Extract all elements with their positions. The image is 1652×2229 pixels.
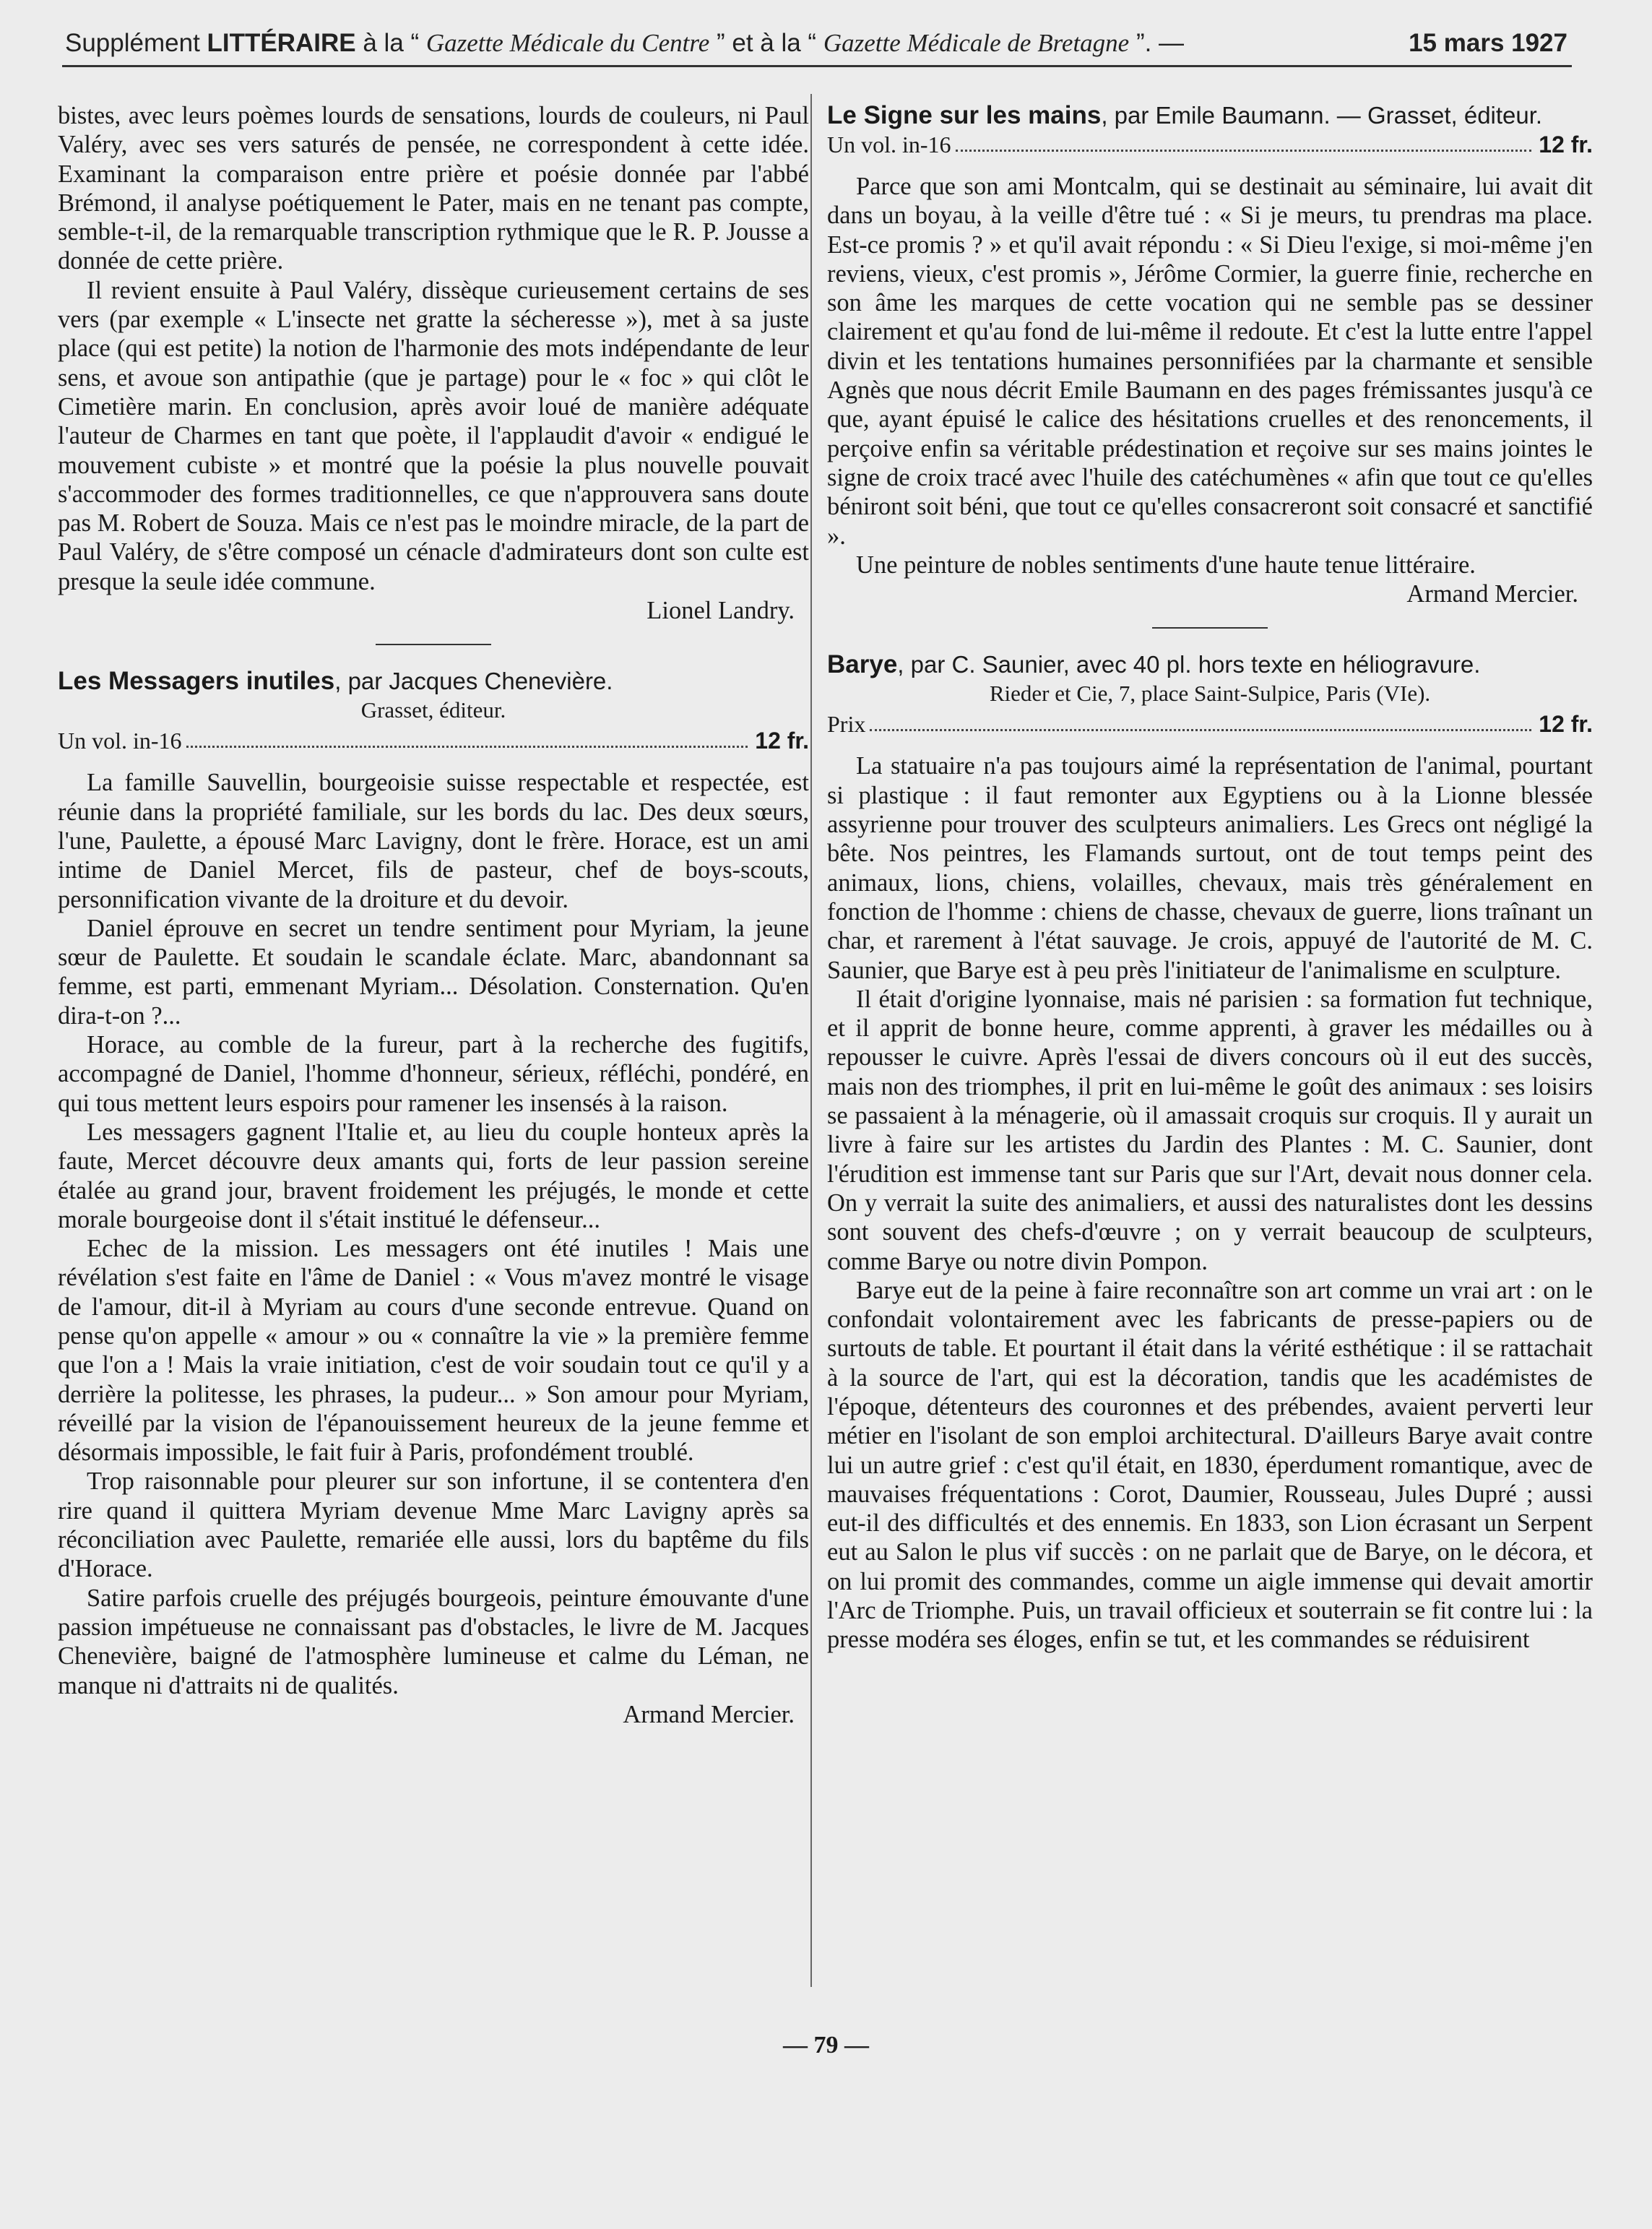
left-column xyxy=(58,101,809,1729)
price-line xyxy=(827,130,1593,159)
review-heading xyxy=(827,101,1593,130)
review-paragraph: La statuaire n'a pas toujours aimé la représentation de l'animal, pourtant si plastique : il faut remonter aux Egyptiens ou à la Lionne blessée assyrienne pour trouver des sculpteurs animaliers. Les Grecs ont négligé la bête. Nos peintres, les Flamands surtout, ont de tout temps peint des animaux, lions, chiens, volailles, chevaux, mais très généralement en fonction de l'homme : chiens de chasse, chevaux de guerre, lions traînant un char, et rarement à l'état sauvage. Je crois, appuyé de l'autorité de M. C. Saunier, que Barye est à peu près l'initiateur de l'animalisme en sculpture. xyxy=(827,752,1593,984)
header-supplement: Supplément xyxy=(65,29,207,57)
review-heading xyxy=(827,650,1593,679)
review-paragraph: Il revient ensuite à Paul Valéry, dissèque curieusement certains de ses vers (par exemple « L'insecte net gratte la sécheresse »), met à sa juste place (qui est petite) la notion de l'harmonie des mots indépendante de leur sens, et avoue son antipathie (que je partage) pour le « foc » qui clôt le Cimetière marin. En conclusion, après avoir loué de manière adéquate l'auteur de Charmes en tant que poète, il l'applaudit d'avoir « endigué le mouvement cubiste » et montré que la poésie la plus nouvelle pouvait s'accommoder des formes traditionnelles, ce que n'approuvera sans doute pas M. Robert de Souza. Mais ce n'est pas le moindre miracle, de la part de Paul Valéry, de s'être composé un cénacle d'admirateurs dont son culte est presque la seule idée commune. xyxy=(58,276,809,595)
review-signature: Armand Mercier. xyxy=(1406,580,1578,608)
header-rule xyxy=(62,65,1572,67)
review-paragraph: Barye eut de la peine à faire reconnaître son art comme un vrai art : on le confondait volontairement avec les fabricants de presse-papiers ou de surtouts de table. Et pourtant il était dans la vérité esthétique : il se rattachait à la source de l'art, qui est la décoration, tandis que les académistes de l'époque, détenteurs des couronnes et des prébendes, avaient perverti leur métier en l'isolant de son emploi architectural. D'ailleurs Barye avait contre lui un autre grief : c'est qu'il était, en 1830, éperdument romantique, avec de mauvaises fréquentations : Corot, Daumier, Rousseau, Jules Dupré ; aussi eut-il des difficultés et des ennemis. En 1833, son Lion écrasant un Serpent eut au Salon le plus vif succès : on ne parlait que de Barye, on le décora, et on lui promit des commandes, comme un aigle immense qui devait amortir l'Arc de Triomphe. Puis, un travail officieux et souterrain se fit contre lui : la presse modéra ses éloges, enfin se tut, et les commandes se réduisirent xyxy=(827,1276,1593,1654)
book-format: Un vol. in-16 xyxy=(827,132,951,158)
book-title: Le Signe sur les mains xyxy=(827,101,1102,129)
book-price: 12 fr. xyxy=(1539,132,1593,158)
header-connector-3: ”. — xyxy=(1129,29,1185,57)
book-author: , par Emile Baumann. — Grasset, éditeur. xyxy=(1101,102,1543,129)
review-paragraph: Satire parfois cruelle des préjugés bourgeois, peinture émouvante d'une passion impétueuse ne connaissant pas d'obstacles, le livre de M. Jacques Chenevière, baigné de l'atmosphère lumineuse et calme du Léman, ne manque ni d'attraits ni de qualités. xyxy=(58,1584,809,1699)
header-gazette-centre: Gazette Médicale du Centre xyxy=(425,29,710,57)
review-signature: Armand Mercier. xyxy=(623,1700,795,1728)
header-gazette-bretagne: Gazette Médicale de Bretagne xyxy=(823,29,1130,57)
header-date: 15 mars 1927 xyxy=(1409,29,1567,57)
review-paragraph: Une peinture de nobles sentiments d'une haute tenue littéraire. xyxy=(856,551,1476,579)
review-paragraph: Parce que son ami Montcalm, qui se destinait au séminaire, lui avait dit dans un boyau, à la veille d'être tué : « Si je meurs, tu prendras ma place. Est-ce promis ? » et qu'il avait répondu : « Si Dieu l'exige, si moi-même j'en reviens, vieux, c'est promis », Jérôme Cormier, la guerre finie, recherche en son âme les marques de cette vocation qui ne semble pas se dessiner clairement et qu'au fond de lui-même il redoute. Et c'est la lutte entre l'appel divin et les tentations humaines personnifiées par la charmante et sensible Agnès que nous décrit Emile Baumann en des pages frémissantes jusqu'à ce que, ayant épuisé le calice des hésitations cruelles et des renoncements, il perçoive enfin sa véritable prédestination et reçoive sur ses mains jointes le signe de croix tracé avec l'huile des catéchumènes « afin que tout ce qu'elles béniront soit béni, que tout ce qu'elles consacreront soit consacré et sanctifié ». xyxy=(827,173,1593,550)
book-format: Un vol. in-16 xyxy=(58,728,182,754)
book-publisher: Rieder et Cie, 7, place Saint-Sulpice, Paris (VIe). xyxy=(989,681,1431,707)
book-title: Les Messagers inutiles xyxy=(58,667,335,696)
dot-leader xyxy=(870,729,1531,731)
review-paragraph: Les messagers gagnent l'Italie et, au lieu du couple honteux après la faute, Mercet découvre deux amants qui, forts de leur passion sereine étalée au grand jour, bravent froidement les préjugés, le monde et cette morale bourgeoise dont il s'était institué le défenseur... xyxy=(58,1118,809,1233)
column-divider xyxy=(810,94,812,1987)
header-connector-2: ” et à la “ xyxy=(709,29,823,57)
running-header xyxy=(65,26,1567,61)
review-paragraph: Il était d'origine lyonnaise, mais né parisien : sa formation fut technique, et il apprit de bonne heure, comme apprenti, à graver les médailles ou à repousser le cuivre. Après l'essai de divers concours où il eut des succès, mais non des triomphes, il prit en lui-même le goût des animaux : ses loisirs se passaient à la ménagerie, où il amassait croquis sur croquis. Il y aurait un livre à faire sur les artistes du Jardin des Plantes : M. C. Saunier, dont l'érudition est immense tant sur Paris que sur l'Art, devait nous donner cela. On y verrait la suite des animaliers, et aussi des naturalistes dont les dessins sont souvent des chefs-d'œuvre ; on y verrait beaucoup de sculpteurs, comme Barye ou notre divin Pompon. xyxy=(827,985,1593,1275)
review-signature: Lionel Landry. xyxy=(646,597,795,625)
section-separator xyxy=(1152,627,1268,629)
book-publisher: Grasset, éditeur. xyxy=(360,697,506,723)
review-paragraph: bistes, avec leurs poèmes lourds de sensations, lourds de couleurs, ni Paul Valéry, avec ses vers saturés de pensée, ne correspondent à cette idée. Examinant la comparaison entre prière et poésie donnée par l'abbé Brémond, il analyse poétiquement le Pater, mais en ne tenant pas compte, semble-t-il, de la remarquable transcription rythmique que le R. P. Jousse a donnée de cette prière. xyxy=(58,102,809,275)
book-format: Prix xyxy=(827,711,866,738)
header-litteraire: LITTÉRAIRE xyxy=(207,29,356,57)
review-paragraph: La famille Sauvellin, bourgeoisie suisse respectable et respectée, est réunie dans la propriété familiale, sur les bords du lac. Des deux sœurs, l'une, Paulette, a épousé Marc Lavigny, dont le frère. Horace, est un ami intime de Daniel Mercet, fils de pasteur, chef de boys-scouts, personnification vivante de la droiture et du devoir. xyxy=(58,769,809,913)
book-price: 12 fr. xyxy=(755,728,809,754)
book-title: Barye xyxy=(827,650,898,679)
book-author: , par Jacques Chenevière. xyxy=(334,668,613,695)
review-paragraph: Echec de la mission. Les messagers ont été inutiles ! Mais une révélation s'est faite en l'âme de Daniel : « Vous m'avez montré le visage de l'amour, dit-il à Myriam au cours d'une seconde entrevue. Quand on pense qu'on appelle « amour » ou « connaître la vie » la première femme que l'on a ! Mais la vraie initiation, c'est de voir soudain tout ce qu'il y a derrière la politesse, les phrases, la pudeur... » Son amour pour Myriam, réveillé par la vision de l'épanouissement heureux de la jeune femme et désormais impossible, le fait fuir à Paris, profondément troublé. xyxy=(58,1235,809,1467)
price-line xyxy=(827,710,1593,738)
dot-leader xyxy=(956,150,1532,152)
right-column xyxy=(827,101,1593,1655)
section-separator xyxy=(376,644,491,645)
header-connector-1: à la “ xyxy=(355,29,426,57)
page-number: — 79 — xyxy=(783,2032,869,2058)
dot-leader xyxy=(186,746,748,748)
review-paragraph: Daniel éprouve en secret un tendre sentiment pour Myriam, la jeune sœur de Paulette. Et soudain le scandale éclate. Marc, abandonnant sa femme, est parti, emmenant Myriam... Désolation. Consternation. Qu'en dira-t-on ?... xyxy=(58,914,809,1030)
price-line xyxy=(58,726,809,755)
review-heading xyxy=(58,667,809,696)
book-price: 12 fr. xyxy=(1539,711,1593,738)
book-author: , par C. Saunier, avec 40 pl. hors texte en héliogravure. xyxy=(897,651,1481,678)
review-paragraph: Trop raisonnable pour pleurer sur son infortune, il se contentera d'en rire quand il quittera Myriam devenue Mme Marc Lavigny après sa réconciliation avec Paulette, remariée elle aussi, lors du baptême du fils d'Horace. xyxy=(58,1467,809,1583)
review-paragraph: Horace, au comble de la fureur, part à la recherche des fugitifs, accompagné de Daniel, l'homme d'honneur, sérieux, réfléchi, pondéré, en qui tous mettent leurs espoirs pour ramener les insensés à la raison. xyxy=(58,1031,809,1117)
